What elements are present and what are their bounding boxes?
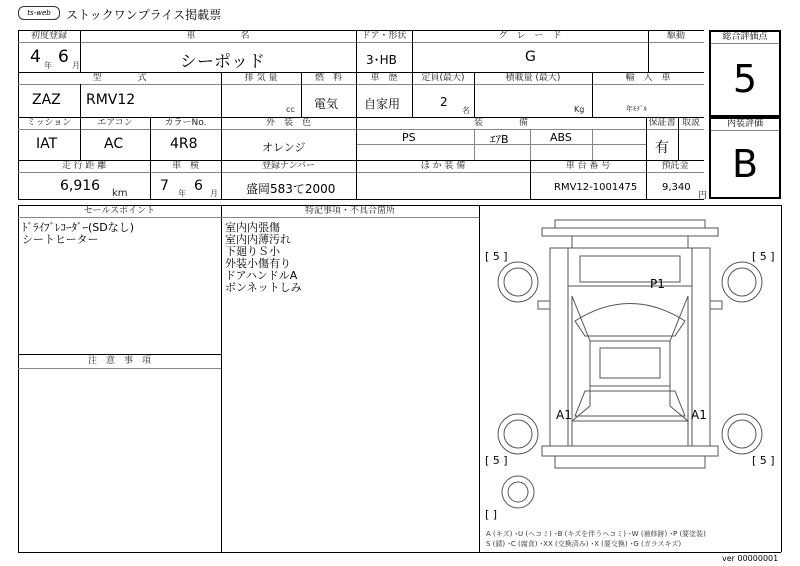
equip-aw: ｴｱB xyxy=(490,133,509,146)
label-chassis-no: 車 台 番 号 xyxy=(565,161,611,171)
interior-score-label: 内装評価 xyxy=(711,119,779,131)
list-item: ボンネットしみ xyxy=(225,281,302,294)
first-reg-year: 4 xyxy=(30,47,41,67)
label-warranty: 保証書 xyxy=(648,118,676,128)
deposit-value: 9,340 xyxy=(662,182,691,193)
label-displacement: 排 気 量 xyxy=(244,73,278,83)
page-title: ストックワンプライス掲載票 xyxy=(66,8,222,22)
overall-score-box xyxy=(709,30,781,117)
legend-line-1: A (キズ) ･U (ヘコミ) ･B (キズを伴うヘコミ) ･W (補修跡) ･P (要塗装) xyxy=(486,530,706,538)
label-capacity: 定員(最大) xyxy=(421,73,465,83)
list-item: ﾄﾞﾗｲﾌﾞﾚｺｰﾀﾞｰ(SDなし) xyxy=(22,221,135,234)
diagram-bracket-top-right: [ 5 ] xyxy=(752,250,775,263)
label-other-equipment: ほ か 装 備 xyxy=(420,161,466,171)
cc-unit: cc xyxy=(286,105,295,114)
label-car-name: 車 名 xyxy=(186,31,250,41)
mission-value: IAT xyxy=(36,136,58,152)
label-manual: 取説 xyxy=(681,118,700,128)
remarks-list xyxy=(225,222,302,294)
label-color-no: カラーNo. xyxy=(164,118,207,128)
capacity-value: 2 xyxy=(440,95,448,109)
label-inspection: 車 検 xyxy=(171,161,199,171)
list-item: 外装小傷有り xyxy=(225,257,291,270)
exterior-color-value: オレンジ xyxy=(262,141,306,154)
label-remarks: 特記事項・不具合箇所 xyxy=(304,206,395,216)
aircon-value: AC xyxy=(104,136,124,152)
grade-value: G xyxy=(525,49,536,65)
label-model: 型 式 xyxy=(92,73,147,83)
overall-score-label: 総合評価点 xyxy=(711,32,779,44)
label-aircon: エアコン xyxy=(97,118,133,128)
load-unit: Kg xyxy=(574,105,585,114)
label-load: 積載量 (最大) xyxy=(505,73,561,83)
list-item: 室内内薄汚れ xyxy=(225,233,291,246)
model-prefix-value: ZAZ xyxy=(32,92,61,108)
car-name-value: シーポッド xyxy=(180,52,265,72)
warranty-value: 有 xyxy=(655,140,669,156)
label-equipment: 装 備 xyxy=(473,118,528,128)
inspection-year-unit: 年 xyxy=(178,189,186,198)
diagram-bracket-top-left: [ 5 ] xyxy=(485,250,508,263)
label-mileage: 走 行 距 離 xyxy=(61,161,107,171)
deposit-unit: 円 xyxy=(698,191,708,201)
inspection-month-unit: 月 xyxy=(210,189,218,198)
interior-score-value: B xyxy=(731,142,759,186)
interior-score-box xyxy=(709,117,781,199)
label-door-shape: ドア・形状 xyxy=(361,31,407,41)
diagram-bracket-spare: [ ] xyxy=(485,508,498,521)
inspection-month: 6 xyxy=(194,178,203,194)
overall-score-value: 5 xyxy=(732,57,758,101)
version-label: ver 00000001 xyxy=(722,554,779,563)
label-first-reg: 初度登録 xyxy=(30,31,67,41)
mileage-unit: km xyxy=(112,188,128,199)
label-drive: 駆動 xyxy=(666,31,685,41)
damage-mark-a1-left: A1 xyxy=(556,408,572,422)
import-model-label: 年ﾓﾃﾞﾙ xyxy=(626,105,647,113)
list-item: シートヒーター xyxy=(22,233,99,246)
list-item: ドアハンドルA xyxy=(225,269,298,282)
damage-mark-p1: P1 xyxy=(650,277,665,291)
fuel-value: 電気 xyxy=(314,97,339,111)
first-reg-month: 6 xyxy=(58,47,69,67)
legend-line-2: S (錆) ･C (腐食) ･XX (交換済み) ･X (要交換) ･G (ガラスキズ) xyxy=(486,540,682,548)
label-deposit: 預託金 xyxy=(661,161,689,171)
diagram-bracket-bottom-right: [ 5 ] xyxy=(752,454,775,467)
plate-value: 盛岡583て2000 xyxy=(246,182,336,196)
logo-text: ts-web xyxy=(27,9,51,17)
label-plate: 登録ナンバー xyxy=(262,161,315,171)
list-item: 室内内張傷 xyxy=(225,221,280,234)
capacity-unit: 名 xyxy=(462,106,470,115)
logo xyxy=(18,6,60,20)
chassis-no-value: RMV12-1001475 xyxy=(554,182,638,193)
inspection-year: 7 xyxy=(160,178,169,194)
label-mission: ミッション xyxy=(26,118,72,128)
car-damage-diagram xyxy=(480,206,780,551)
label-import: 輸 入 車 xyxy=(625,73,671,83)
list-item: 下廻りＳ小 xyxy=(225,245,280,258)
equip-ps: PS xyxy=(402,131,416,144)
label-exterior-color: 外 装 色 xyxy=(265,118,311,128)
color-no-value: 4R8 xyxy=(170,136,198,152)
first-reg-year-unit: 年 xyxy=(44,61,52,70)
equip-abs: ABS xyxy=(550,131,572,144)
history-value: 自家用 xyxy=(364,97,401,111)
diagram-bracket-bottom-left: [ 5 ] xyxy=(485,454,508,467)
label-history: 車 歴 xyxy=(370,73,398,83)
first-reg-month-unit: 月 xyxy=(72,61,80,70)
damage-mark-a1-right: A1 xyxy=(691,408,707,422)
label-sales-points: セールスポイント xyxy=(83,206,156,216)
label-notes: 注 意 事 項 xyxy=(87,356,151,366)
model-value: RMV12 xyxy=(86,92,136,108)
door-shape-value: 3･HB xyxy=(366,53,397,67)
mileage-value: 6,916 xyxy=(60,178,101,194)
label-fuel: 燃 料 xyxy=(314,73,342,83)
label-grade: グ レ ー ド xyxy=(498,31,562,41)
sales-points-list xyxy=(22,222,134,246)
